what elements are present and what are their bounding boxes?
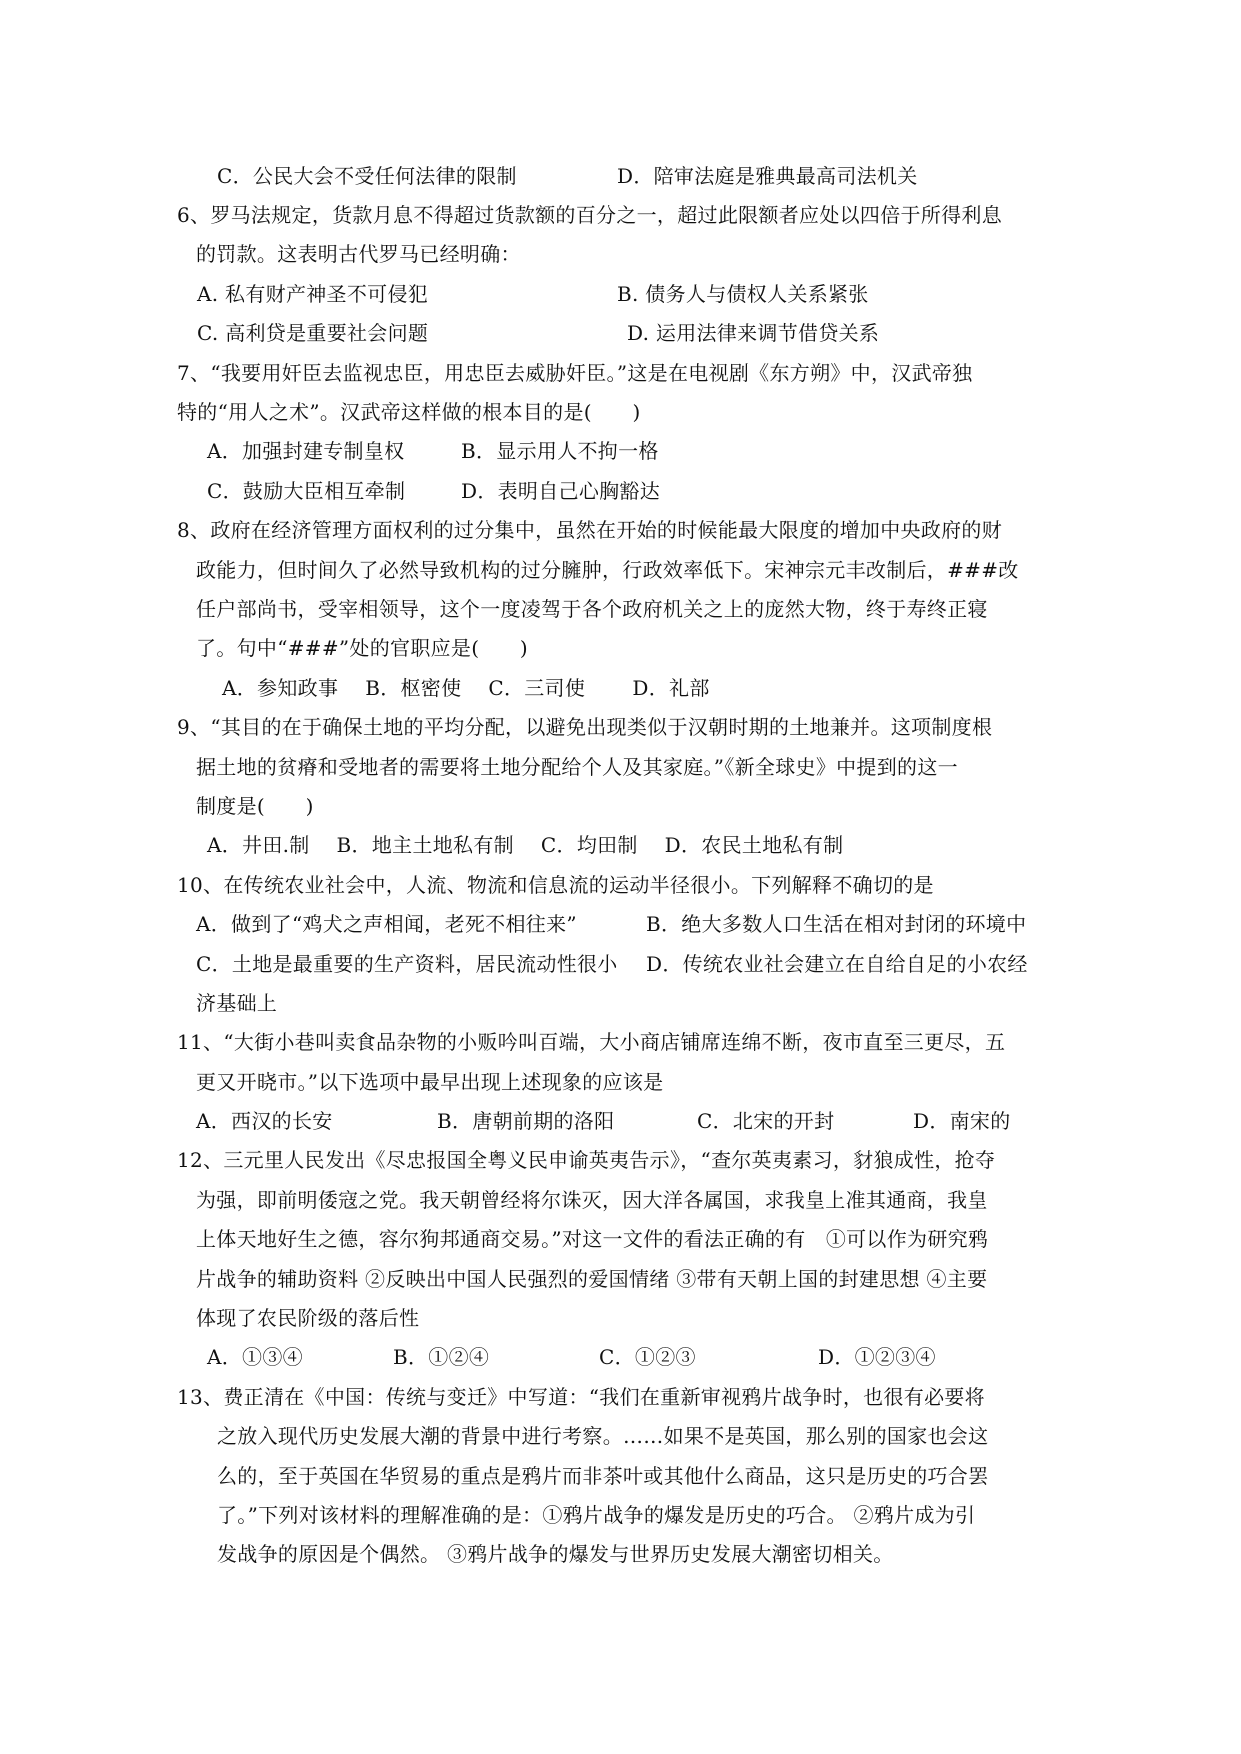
q6-option-b: B. 债务人与债权人关系紧张 [617,282,869,306]
q12-option-d: D．①②③④ [818,1345,936,1369]
q12-stem-line1: 12、三元里人民发出《尽忠报国全粤义民申谕英夷告示》，“查尔英夷素习，豺狼成性，抢夺 [177,1148,996,1172]
q10-option-a: A．做到了“鸡犬之声相闻，老死不相往来” [196,912,577,936]
q12-stem-line3: 上体天地好生之德，容尔狗邦通商交易。”对这一文件的看法正确的有 ①可以作为研究鸦 [196,1227,989,1251]
q6-stem-line2: 的罚款。这表明古代罗马已经明确： [196,242,521,266]
q9-stem-line3: 制度是( ) [196,794,314,818]
q11-option-a: A．西汉的长安 [196,1109,333,1133]
q13-stem-line1: 13、费正清在《中国：传统与变迁》中写道：“我们在重新审视鸦片战争时，也很有必要将 [177,1385,985,1409]
q12-stem-line4: 片战争的辅助资料 ②反映出中国人民强烈的爱国情绪 ③带有天朝上国的封建思想 ④主要 [196,1267,988,1291]
q9-options: A．井田.制 B．地主土地私有制 C．均田制 D．农民土地私有制 [207,833,844,857]
q5-option-c: C．公民大会不受任何法律的限制 [217,164,517,188]
q13-stem-line4: 了。”下列对该材料的理解准确的是：①鸦片战争的爆发是历史的巧合。 ②鸦片成为引 [217,1503,976,1527]
q6-option-c: C. 高利贷是重要社会问题 [197,321,429,345]
q13-stem-line5: 发战争的原因是个偶然。 ③鸦片战争的爆发与世界历史发展大潮密切相关。 [217,1542,894,1566]
q7-option-a: A．加强封建专制皇权 [207,439,405,463]
q7-option-b: B．显示用人不拘一格 [461,439,659,463]
q7-option-d: D．表明自己心胸豁达 [461,479,661,503]
q10-option-c: C．土地是最重要的生产资料，居民流动性很小 [196,952,618,976]
q11-option-c: C．北宋的开封 [697,1109,835,1133]
q13-stem-line2: 之放入现代历史发展大潮的背景中进行考察。……如果不是英国，那么别的国家也会这 [217,1424,989,1448]
q10-option-d: D．传统农业社会建立在自给自足的小农经 [646,952,1028,976]
q11-stem-line1: 11、“大街小巷叫卖食品杂物的小贩吟叫百端，大小商店铺席连绵不断，夜市直至三更尽，五 [177,1030,1006,1054]
q13-stem-line3: 么的，至于英国在华贸易的重点是鸦片而非茶叶或其他什么商品，这只是历史的巧合罢 [217,1464,989,1488]
q7-stem-line1: 7、“我要用奸臣去监视忠臣，用忠臣去威胁奸臣。”这是在电视剧《东方朔》中，汉武帝独 [177,361,973,385]
q7-option-c: C．鼓励大臣相互牵制 [207,479,406,503]
q11-option-d: D．南宋的 [913,1109,1011,1133]
q6-option-d: D. 运用法律来调节借贷关系 [627,321,880,345]
q12-option-b: B．①②④ [393,1345,490,1369]
q8-stem-line3: 任户部尚书，受宰相领导，这个一度凌驾于各个政府机关之上的庞然大物，终于寿终正寝 [196,597,988,621]
q12-option-c: C．①②③ [599,1345,696,1369]
q10-option-d-continued: 济基础上 [196,991,278,1015]
q10-option-b: B．绝大多数人口生活在相对封闭的环境中 [646,912,1027,936]
q6-option-a: A. 私有财产神圣不可侵犯 [197,282,429,306]
q9-stem-line2: 据土地的贫瘠和受地者的需要将土地分配给个人及其家庭。”《新全球史》中提到的这一 [196,755,958,779]
q11-option-b: B．唐朝前期的洛阳 [437,1109,615,1133]
q12-stem-line5: 体现了农民阶级的落后性 [196,1306,420,1330]
q8-stem-line4: 了。句中“###”处的官职应是( ) [196,636,529,660]
q8-options: A．参知政事 B．枢密使 C．三司使 D．礼部 [222,676,710,700]
q7-stem-line2: 特的“用人之术”。汉武帝这样做的根本目的是( ) [177,400,641,424]
q8-stem-line2: 政能力，但时间久了必然导致机构的过分臃肿，行政效率低下。宋神宗元丰改制后，###改 [196,558,1019,582]
q12-stem-line2: 为强，即前明倭寇之党。我天朝曾经将尔诛灭，因大洋各属国，求我皇上准其通商，我皇 [196,1188,988,1212]
q10-stem-line1: 10、在传统农业社会中，人流、物流和信息流的运动半径很小。下列解释不确切的是 [177,873,934,897]
q6-stem-line1: 6、罗马法规定，货款月息不得超过货款额的百分之一，超过此限额者应处以四倍于所得利息 [177,203,1003,227]
q5-option-d: D．陪审法庭是雅典最高司法机关 [617,164,918,188]
q8-stem-line1: 8、政府在经济管理方面权利的过分集中，虽然在开始的时候能最大限度的增加中央政府的财 [177,518,1003,542]
q11-stem-line2: 更又开晓市。”以下选项中最早出现上述现象的应该是 [196,1070,664,1094]
q12-option-a: A．①③④ [207,1345,303,1369]
q9-stem-line1: 9、“其目的在于确保土地的平均分配，以避免出现类似于汉朝时期的土地兼并。这项制度根 [177,715,993,739]
